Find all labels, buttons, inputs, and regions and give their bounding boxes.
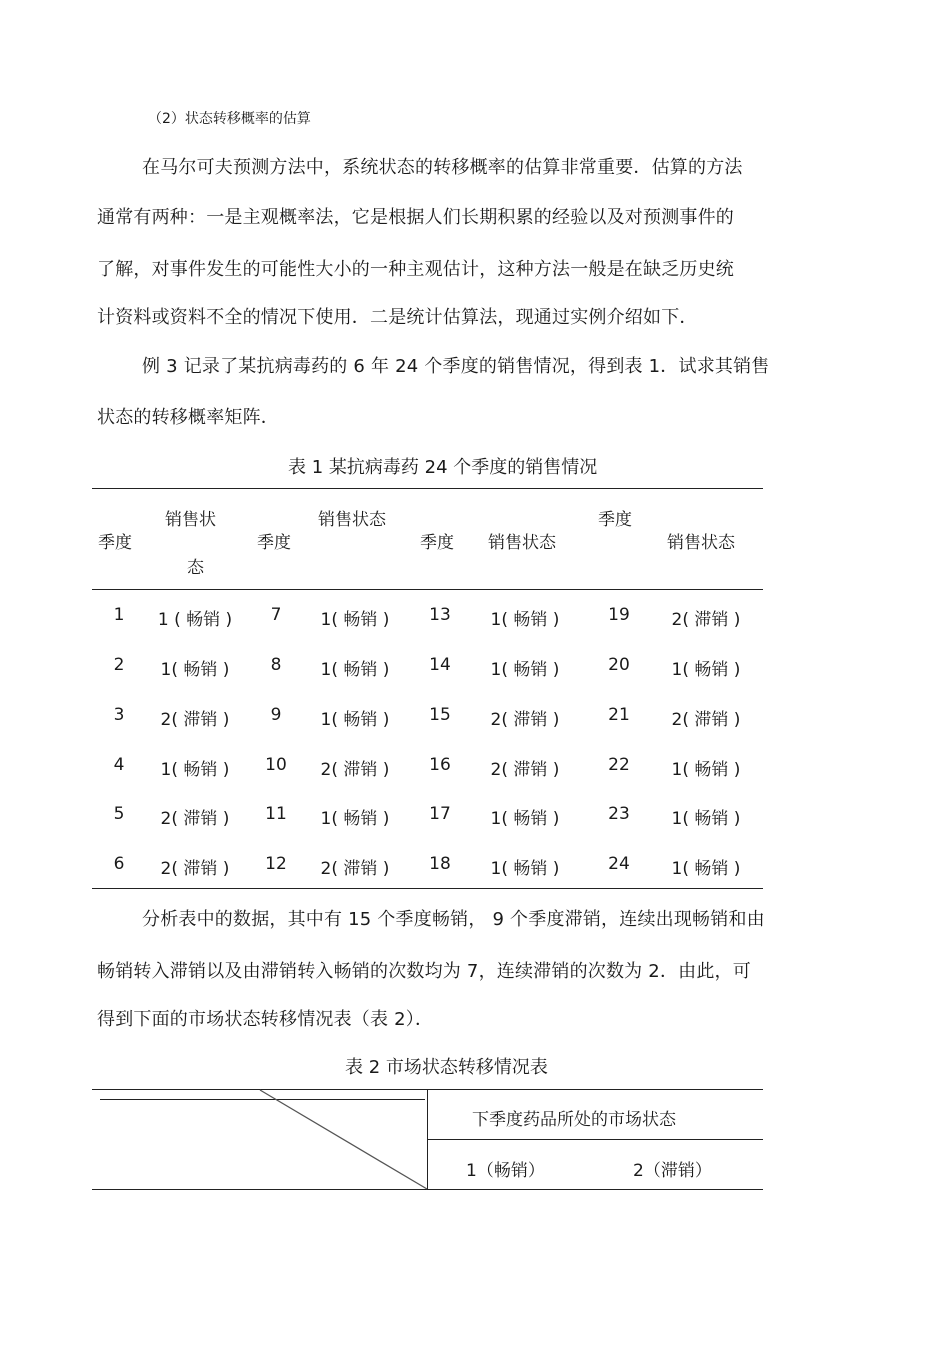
table1-cell: 9 — [270, 705, 282, 725]
header-season-3: 季度 — [420, 533, 454, 553]
table2-header: 下季度药品所处的市场状态 — [472, 1110, 676, 1130]
table1-cell: 2( 滞销 ) — [671, 610, 741, 630]
table1-cell: 7 — [270, 605, 282, 625]
table1-cell: 12 — [265, 854, 287, 874]
header-season-4: 季度 — [598, 510, 632, 530]
example-line: 状态的转移概率矩阵． — [97, 407, 279, 428]
table1-cell: 1( 畅销 ) — [671, 809, 741, 829]
table1-cell: 11 — [265, 804, 287, 824]
table1-cell: 1( 畅销 ) — [490, 610, 560, 630]
table1-cell: 2 — [113, 655, 125, 675]
table1-cell: 2( 滞销 ) — [160, 809, 230, 829]
table1-cell: 1( 畅销 ) — [320, 710, 390, 730]
table1-cell: 2( 滞销 ) — [490, 710, 560, 730]
table1-cell: 5 — [113, 804, 125, 824]
table2-col1: 1（畅销） — [466, 1161, 545, 1181]
header-state-a-line2: 态 — [187, 558, 204, 578]
table2-caption: 表 2 市场状态转移情况表 — [345, 1057, 548, 1078]
table1-cell: 1( 畅销 ) — [490, 809, 560, 829]
table1-cell: 18 — [429, 854, 451, 874]
table1-bottom-rule — [92, 888, 763, 889]
example-line: 例 3 记录了某抗病毒药的 6 年 24 个季度的销售情况，得到表 1．试求其销售 — [142, 356, 770, 377]
table1-cell: 1( 畅销 ) — [671, 660, 741, 680]
header-state-a-line1: 销售状 — [165, 510, 216, 530]
analysis-line: 得到下面的市场状态转移情况表（表 2）． — [97, 1009, 434, 1030]
table1-cell: 1 ( 畅销 ) — [157, 610, 233, 630]
header-state-c: 销售状态 — [488, 533, 556, 553]
table1-cell: 14 — [429, 655, 451, 675]
table2-diagonal — [92, 1089, 432, 1191]
table1-cell: 15 — [429, 705, 451, 725]
table1-cell: 10 — [265, 755, 287, 775]
table1-cell: 1( 畅销 ) — [320, 610, 390, 630]
table1-cell: 6 — [113, 854, 125, 874]
header-state-d: 销售状态 — [667, 533, 735, 553]
analysis-line: 畅销转入滞销以及由滞销转入畅销的次数均为 7，连续滞销的次数为 2．由此，可 — [97, 961, 751, 982]
table1-caption: 表 1 某抗病毒药 24 个季度的销售情况 — [288, 457, 598, 478]
table1-cell: 17 — [429, 804, 451, 824]
table1-cell: 2( 滞销 ) — [320, 760, 390, 780]
table1-cell: 8 — [270, 655, 282, 675]
table1-top-rule — [92, 488, 763, 489]
paragraph-line: 通常有两种：一是主观概率法，它是根据人们长期积累的经验以及对预测事件的 — [97, 207, 734, 228]
table1-cell: 1( 畅销 ) — [320, 660, 390, 680]
table1-header-rule — [92, 589, 763, 590]
table1-cell: 2( 滞销 ) — [160, 710, 230, 730]
table1-cell: 2( 滞销 ) — [490, 760, 560, 780]
header-state-b: 销售状态 — [318, 510, 386, 530]
analysis-line: 分析表中的数据，其中有 15 个季度畅销， 9 个季度滞销，连续出现畅销和由 — [142, 909, 765, 930]
table1-cell: 21 — [608, 705, 630, 725]
table1-cell: 1( 畅销 ) — [490, 859, 560, 879]
table1-cell: 19 — [608, 605, 630, 625]
header-season: 季度 — [98, 533, 132, 553]
section-title: （2）状态转移概率的估算 — [148, 111, 311, 127]
table1-cell: 1( 畅销 ) — [320, 809, 390, 829]
paragraph-line: 计资料或资料不全的情况下使用．二是统计估算法，现通过实例介绍如下． — [97, 307, 698, 328]
table1-cell: 2( 滞销 ) — [320, 859, 390, 879]
table1-cell: 3 — [113, 705, 125, 725]
table1-cell: 1 — [113, 605, 125, 625]
table2-col2: 2（滞销） — [633, 1161, 712, 1181]
table1-cell: 4 — [113, 755, 125, 775]
table1-cell: 24 — [608, 854, 630, 874]
table1-cell: 1( 畅销 ) — [490, 660, 560, 680]
table1-cell: 1( 畅销 ) — [160, 760, 230, 780]
table2-mid-rule — [427, 1139, 763, 1140]
table1-cell: 23 — [608, 804, 630, 824]
table1-cell: 2( 滞销 ) — [671, 710, 741, 730]
table1-cell: 2( 滞销 ) — [160, 859, 230, 879]
table1-cell: 1( 畅销 ) — [671, 760, 741, 780]
table1-cell: 13 — [429, 605, 451, 625]
diagonal-line — [260, 1090, 427, 1189]
table1-cell: 1( 畅销 ) — [671, 859, 741, 879]
header-season-2: 季度 — [257, 533, 291, 553]
paragraph-line: 在马尔可夫预测方法中，系统状态的转移概率的估算非常重要．估算的方法 — [142, 157, 743, 178]
table1-cell: 22 — [608, 755, 630, 775]
table1-cell: 1( 畅销 ) — [160, 660, 230, 680]
paragraph-line: 了解，对事件发生的可能性大小的一种主观估计，这种方法一般是在缺乏历史统 — [97, 259, 734, 280]
table1-cell: 20 — [608, 655, 630, 675]
table1-cell: 16 — [429, 755, 451, 775]
